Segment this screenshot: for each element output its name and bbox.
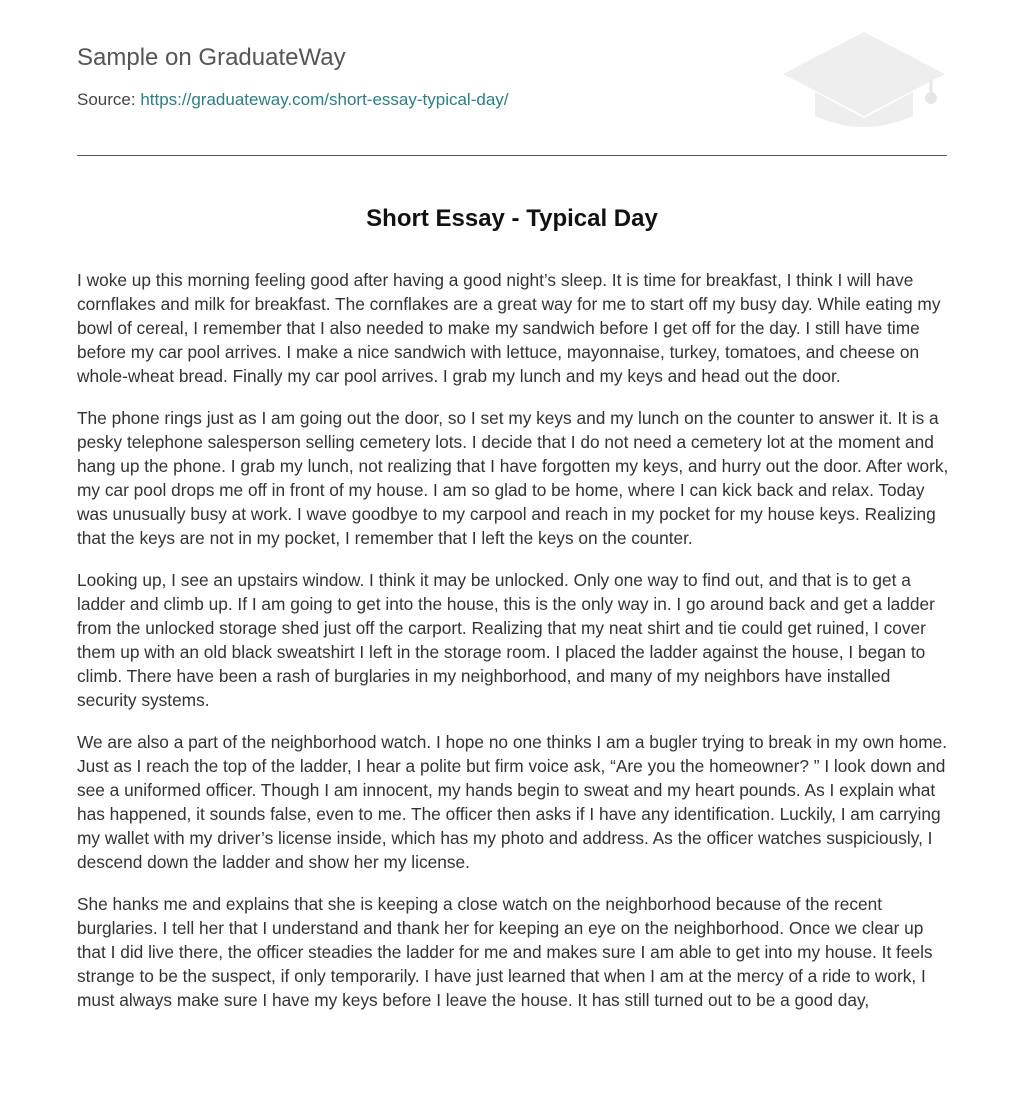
essay-paragraph-1: I woke up this morning feeling good after having a good night’s sleep. It is time for breakfast, I think I will have cornflakes and milk for breakfast. The cornflakes are a great way for me to start off my busy day. While eating my bowl of cereal, I remember that I also needed to make my sandwich before I get off for the day. I still have time before my car pool arrives. I make a nice sandwich with lettuce, mayonnaise, turkey, tomatoes, and cheese on whole-wheat bread. Finally my car pool arrives. I grab my lunch and my keys and head out the door.: [77, 270, 941, 386]
page-header: [77, 0, 947, 156]
source-link[interactable]: https://graduateway.com/short-essay-typical-day/: [140, 90, 509, 109]
essay-paragraph-2: The phone rings just as I am going out the door, so I set my keys and my lunch on the counter to answer it. It is a pesky telephone salesperson selling cemetery lots. I decide that I do not need a cemetery lot at the moment and hang up the phone. I grab my lunch, not realizing that I have forgotten my keys, and hurry out the door. After work, my car pool drops me off in front of my house. I am so glad to be home, where I can kick back and relax. Today was unusually busy at work. I wave goodbye to my carpool and reach in my pocket for my house keys. Realizing that the keys are not in my pocket, I remember that I left the keys on the counter.: [77, 408, 949, 548]
source-line: [77, 90, 509, 110]
header-divider: [77, 155, 947, 156]
essay-title: Short Essay - Typical Day: [366, 205, 658, 232]
source-label: Source:: [77, 90, 136, 109]
site-title: Sample on GraduateWay: [77, 44, 346, 71]
essay-paragraph-3: Looking up, I see an upstairs window. I think it may be unlocked. Only one way to find out, and that is to get a ladder and climb up. If I am going to get into the house, this is the only way in. I go around back and get a ladder from the unlocked storage shed just off the carport. Realizing that my neat shirt and tie could get ruined, I cover them up with an old black sweatshirt I left in the storage room. I placed the ladder against the house, I began to climb. There have been a rash of burglaries in my neighborhood, and many of my neighbors have installed security systems.: [77, 570, 935, 710]
essay-body: [77, 268, 953, 1030]
essay-paragraph-5: She hanks me and explains that she is keeping a close watch on the neighborhood because of the recent burglaries. I tell her that I understand and thank her for keeping an eye on the neighborhood. Once we clear up that I did live there, the officer steadies the ladder for me and makes sure I am able to get into my house. It feels strange to be the suspect, if only temporarily. I have just learned that when I am at the mercy of a ride to work, I must always make sure I have my keys before I leave the house. It has still turned out to be a good day,: [77, 894, 933, 1010]
essay-paragraph-4: We are also a part of the neighborhood watch. I hope no one thinks I am a bugler trying to break in my own home. Just as I reach the top of the ladder, I hear a polite but firm voice ask, “Are you the homeowner? ” I look down and see a uniformed officer. Though I am innocent, my hands begin to sweat and my heart pounds. As I explain what has happened, it sounds false, even to me. The officer then asks if I have any identification. Luckily, I am carrying my wallet with my driver’s license inside, which has my photo and address. As the officer watches suspiciously, I descend down the ladder and show her my license.: [77, 732, 948, 872]
graduation-cap-icon: [781, 30, 947, 134]
